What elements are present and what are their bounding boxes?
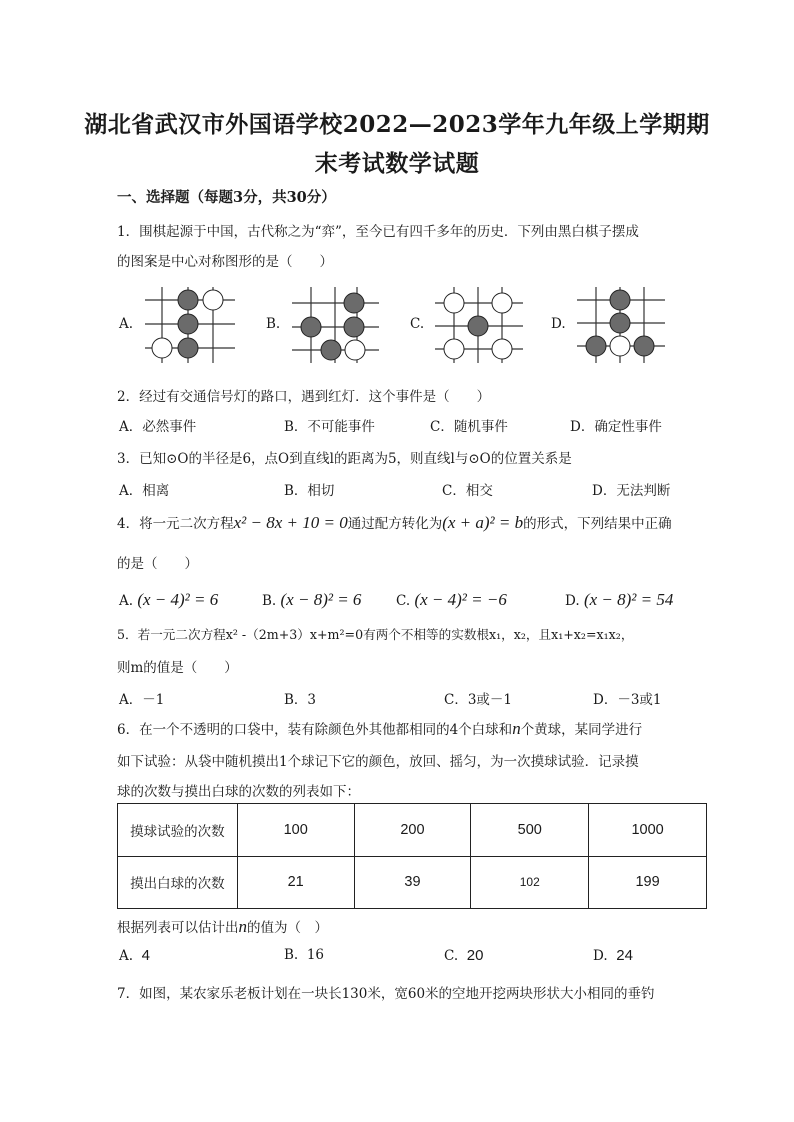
q4-option-a <box>119 590 218 610</box>
table-cell: 1000 <box>589 804 707 857</box>
q2-option-c: C．随机事件 <box>430 419 508 435</box>
q5-option-a: A．－1 <box>119 692 165 708</box>
q2-stem: 2．经过有交通信号灯的路口，遇到红灯．这个事件是（ ） <box>117 389 491 405</box>
q1-stem-line-2: 的图案是中心对称图形的是（ ） <box>117 254 333 270</box>
q5-option-d: D．－3或1 <box>593 692 662 708</box>
black-stone <box>344 317 364 337</box>
table-cell: 39 <box>354 856 471 909</box>
q4-option-a-label: A. <box>119 593 134 609</box>
q4-prefix: 4．将一元二次方程 <box>117 516 234 532</box>
q4-option-a-value: (x − 4)² = 6 <box>137 590 219 609</box>
white-stone <box>152 338 172 358</box>
black-stone <box>301 317 321 337</box>
q4-option-d-value: (x − 8)² = 54 <box>583 590 674 609</box>
q3-option-c: C．相交 <box>442 483 493 499</box>
q3-option-d: D．无法判断 <box>592 483 671 499</box>
white-stone <box>610 336 630 356</box>
q6-variable-n: n <box>512 719 521 738</box>
black-stone <box>344 293 364 313</box>
white-stone <box>203 290 223 310</box>
q4-stem-line-1 <box>117 512 672 533</box>
q4-equation: x² − 8x + 10 = 0 <box>233 513 348 532</box>
q6-option-b-value: 16 <box>306 947 324 963</box>
black-stone <box>610 313 630 333</box>
table-row <box>118 856 707 909</box>
q6-option-a-label: A. <box>119 948 134 964</box>
q6-stem-part-b: 个黄球，某同学进行 <box>520 722 643 738</box>
q4-option-d <box>565 590 673 610</box>
black-stone <box>586 336 606 356</box>
q7-stem-line-1: 7．如图，某农家乐老板计划在一块长130米，宽60米的空地开挖两块形状大小相同的垂钓 <box>117 986 655 1002</box>
q3-option-a: A．相离 <box>119 483 170 499</box>
q4-target-form: (x + a)² = b <box>442 513 524 532</box>
q2-option-a: A．必然事件 <box>119 419 197 435</box>
q1-option-d-figure <box>572 283 672 365</box>
q6-question-part-b: 的值为（ ） <box>247 920 328 936</box>
q4-option-c-label: C. <box>396 593 411 609</box>
q6-question-part-a: 根据列表可以估计出 <box>117 920 239 936</box>
q1-option-c-figure <box>430 283 530 365</box>
title-line-1: 湖北省武汉市外国语学校2022—2023学年九年级上学期期 <box>84 111 710 138</box>
q1-stem-line-1: 1．围棋起源于中国，古代称之为“弈”，至今已有四千多年的历史．下列由黑白棋子摆成 <box>117 224 639 240</box>
white-stone <box>345 340 365 360</box>
q6-option-a-value: 4 <box>141 947 150 964</box>
q6-option-c-value: 20 <box>466 947 484 964</box>
q6-stem-line-1 <box>117 718 642 739</box>
q6-option-c-label: C. <box>444 948 459 964</box>
white-stone <box>492 293 512 313</box>
q6-option-b <box>284 947 324 963</box>
table-cell: 21 <box>237 856 354 909</box>
q1-option-a-figure <box>140 283 240 365</box>
title-line-2: 末考试数学试题 <box>314 150 480 177</box>
q1-option-b-label: B. <box>266 316 281 332</box>
q6-option-c <box>444 947 483 964</box>
q5-stem-line-1: 5．若一元二次方程x² -（2m+3）x+m²=0有两个不相等的实数根x₁，x₂，且x₁+x₂=x₁x₂， <box>117 627 634 642</box>
q5-stem-line-2: 则m的值是（ ） <box>117 660 238 676</box>
q5-option-b: B．3 <box>284 692 317 708</box>
q4-mid: 通过配方转化为 <box>347 516 443 532</box>
q4-stem-line-2: 的是（ ） <box>117 556 198 572</box>
table-cell: 199 <box>589 856 707 909</box>
q5-option-c: C．3或－1 <box>444 692 513 708</box>
row-header-whites: 摸出白球的次数 <box>118 856 238 909</box>
q4-option-b-value: (x − 8)² = 6 <box>280 590 362 609</box>
q6-option-b-label: B. <box>284 947 299 963</box>
row-header-trials: 摸球试验的次数 <box>118 804 238 857</box>
white-stone <box>492 339 512 359</box>
black-stone <box>321 340 341 360</box>
q2-option-b: B．不可能事件 <box>284 419 375 435</box>
q1-option-a-label: A. <box>119 316 134 332</box>
white-stone <box>444 339 464 359</box>
q6-variable-n-2: n <box>238 917 247 936</box>
q1-option-d-label: D. <box>551 316 566 332</box>
black-stone <box>610 290 630 310</box>
white-stone <box>444 293 464 313</box>
section-header: 一、选择题（每题3分，共30分） <box>117 189 336 206</box>
q6-stem-part-a: 6．在一个不透明的口袋中，装有除颜色外其他都相同的4个白球和 <box>117 722 513 738</box>
q6-option-d-value: 24 <box>616 947 633 964</box>
q6-option-d <box>593 947 633 964</box>
black-stone <box>178 338 198 358</box>
black-stone <box>178 314 198 334</box>
q1-option-b-figure <box>287 283 387 365</box>
table-cell: 102 <box>471 856 589 909</box>
table-cell: 500 <box>471 804 589 857</box>
q4-option-d-label: D. <box>565 593 580 609</box>
black-stone <box>634 336 654 356</box>
black-stone <box>468 316 488 336</box>
q4-suffix: 的形式，下列结果中正确 <box>523 516 672 532</box>
q6-option-a <box>119 947 150 964</box>
table-row <box>118 804 707 857</box>
q6-stem-line-2: 如下试验：从袋中随机摸出1个球记下它的颜色，放回、摇匀，为一次摸球试验．记录摸 <box>117 754 639 770</box>
q2-option-d: D．确定性事件 <box>570 419 662 435</box>
q4-option-c-value: (x − 4)² = −6 <box>414 590 507 609</box>
black-stone <box>178 290 198 310</box>
q6-question <box>117 916 328 937</box>
table-cell: 200 <box>354 804 471 857</box>
q4-option-c <box>396 590 507 610</box>
q3-stem: 3．已知⊙O的半径是6，点O到直线l的距离为5，则直线l与⊙O的位置关系是 <box>117 451 572 467</box>
q1-option-c-label: C. <box>410 316 425 332</box>
q4-option-b-label: B. <box>262 593 277 609</box>
q4-option-b <box>262 590 361 610</box>
table-cell: 100 <box>237 804 354 857</box>
q6-option-d-label: D. <box>593 948 608 964</box>
q3-option-b: B．相切 <box>284 483 335 499</box>
q6-stem-line-3: 球的次数与摸出白球的次数的列表如下： <box>117 784 360 800</box>
q6-data-table <box>117 803 707 909</box>
